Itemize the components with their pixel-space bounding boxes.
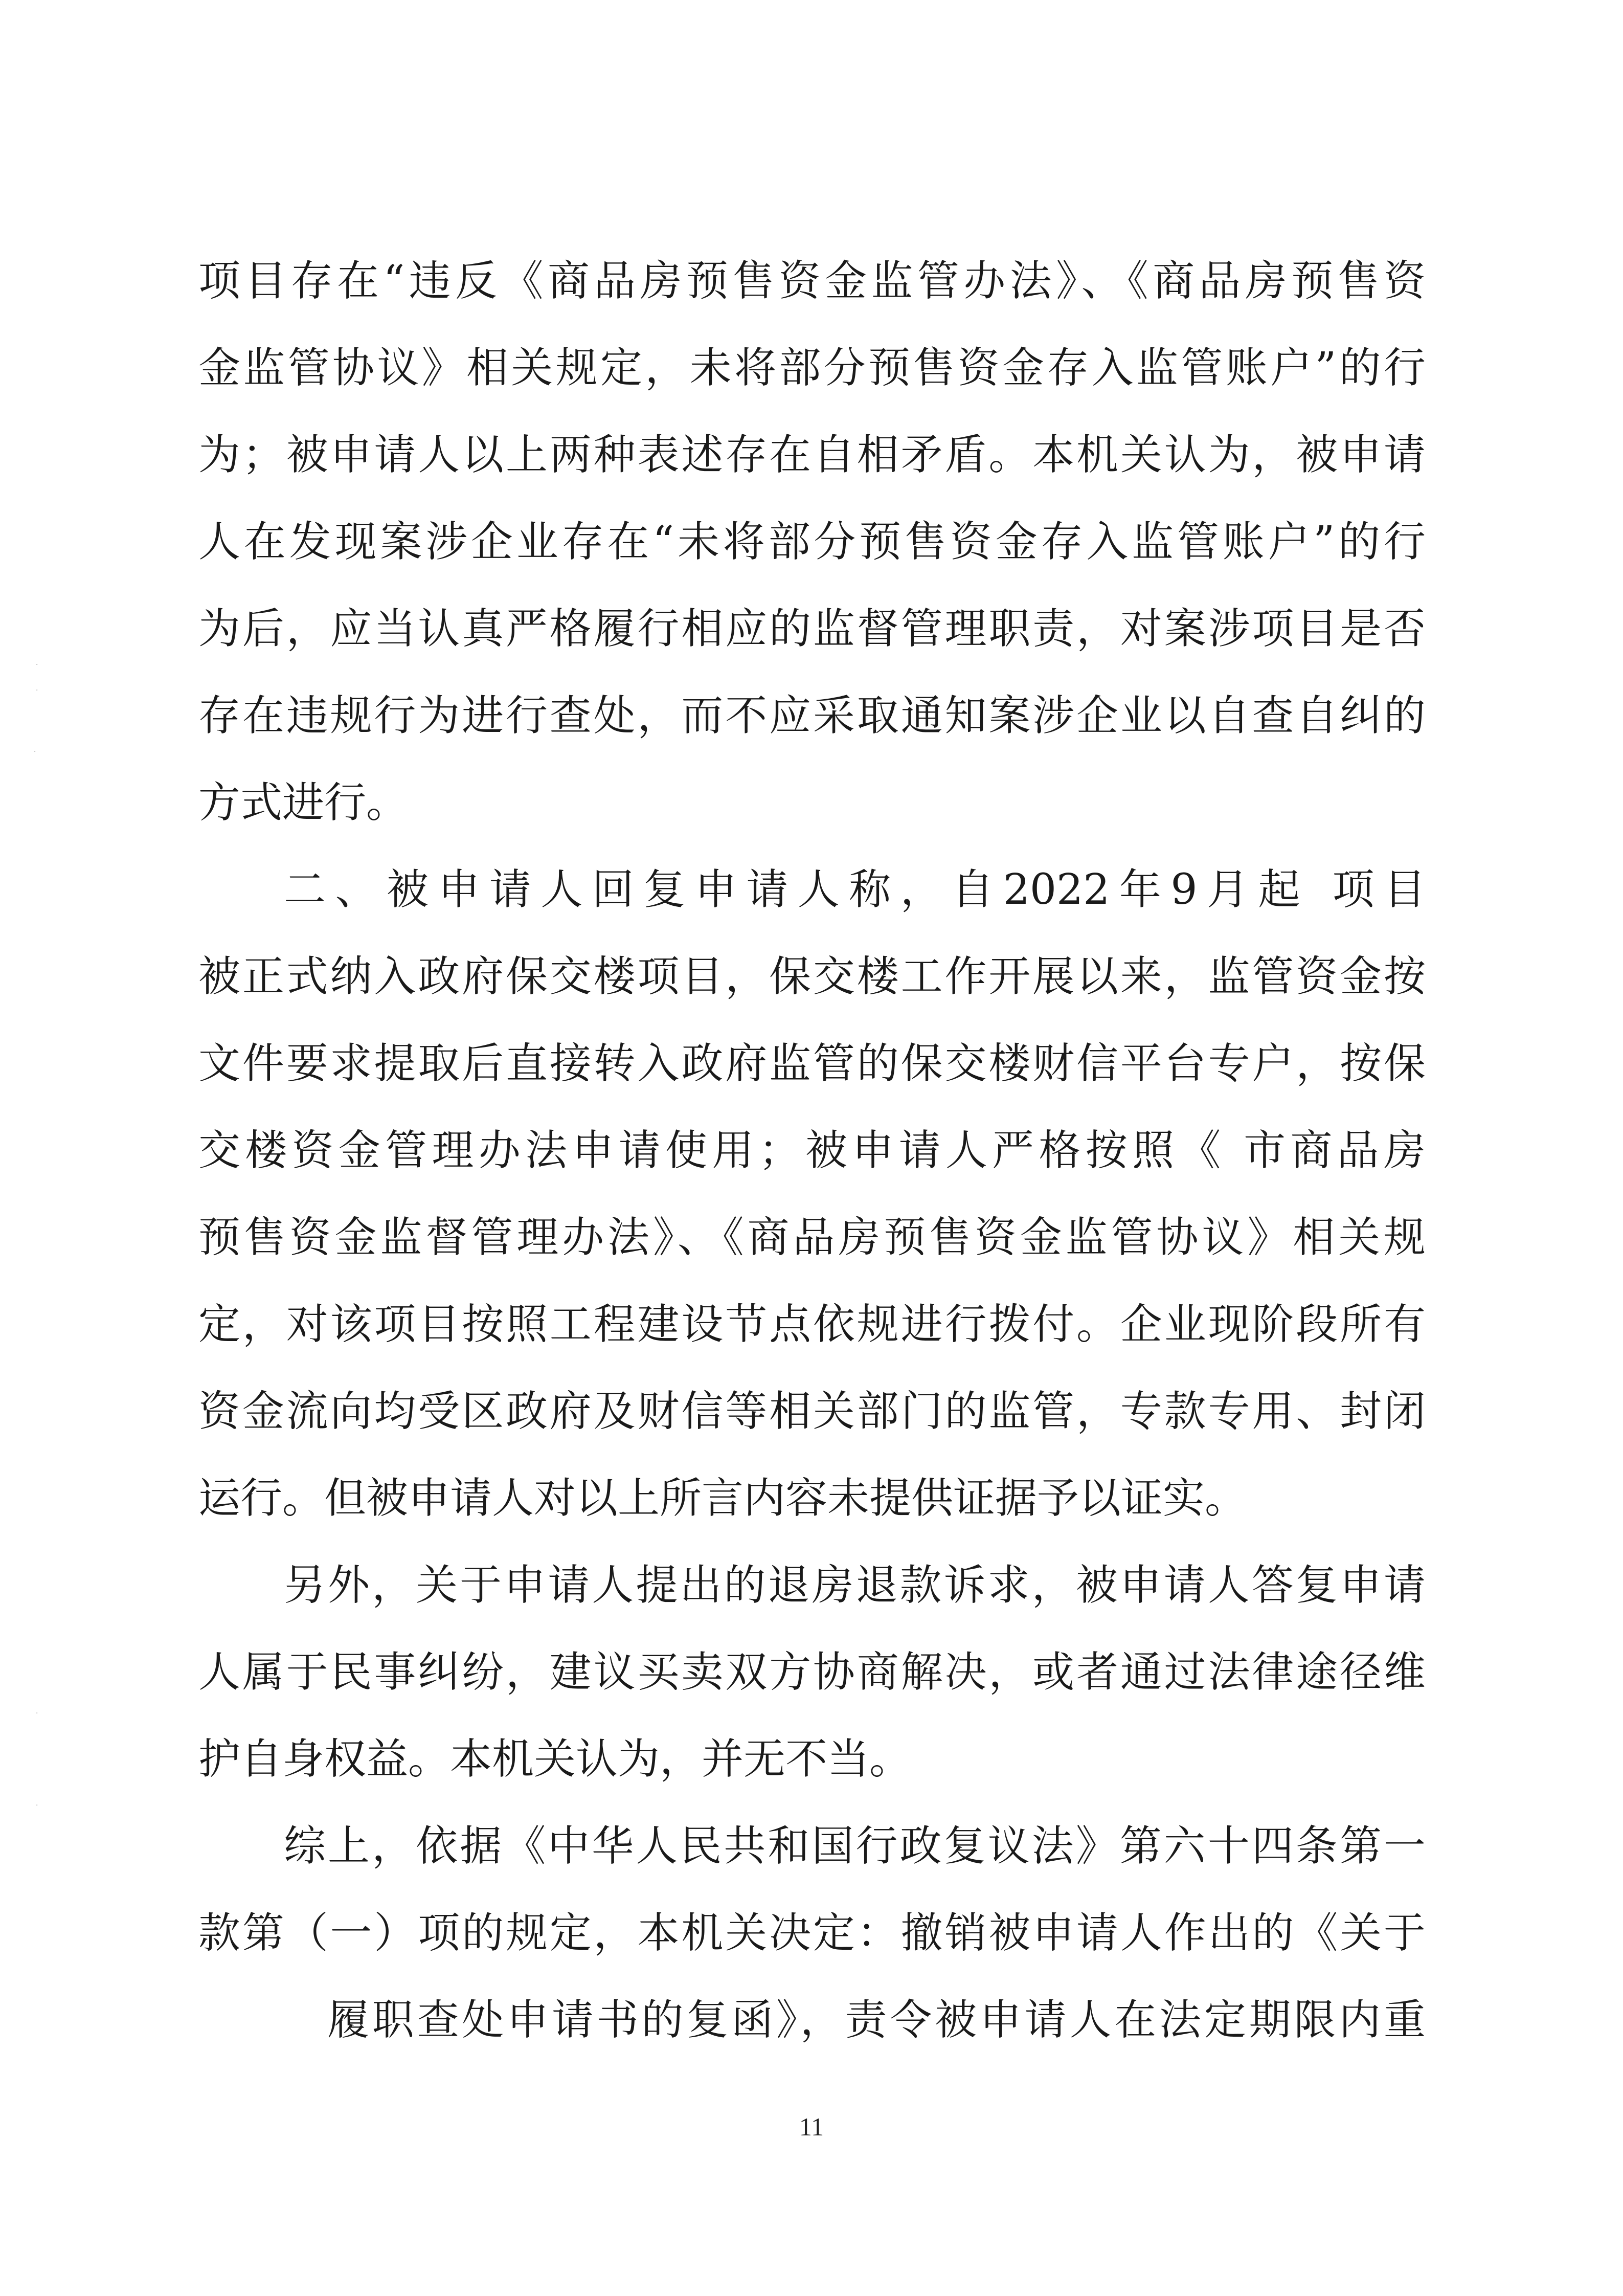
scan-speck: ·: [36, 661, 38, 669]
page-number: 11: [799, 2112, 824, 2141]
body-line-2: 金监管协议》相关规定，未将部分预售资金存入监管账户”的行: [198, 344, 1426, 392]
body-line-6: 存在违规行为进行查处，而不应采取通知案涉企业以自查自纠的: [198, 692, 1426, 740]
body-line-11: 交楼资金管理办法申请使用；被申请人严格按照《 市商品房: [198, 1126, 1426, 1175]
scan-speck: ·: [36, 1709, 38, 1718]
body-line-13: 定，对该项目按照工程建设节点依规进行拨付。企业现阶段所有: [198, 1300, 1426, 1349]
body-line-14: 资金流向均受区政府及财信等相关部门的监管，专款专用、封闭: [198, 1387, 1426, 1436]
paragraph-3-line-1: 另外，关于申请人提出的退房退款诉求，被申请人答复申请: [284, 1561, 1426, 1610]
body-line-15: 运行。但被申请人对以上所言内容未提供证据予以证实。: [198, 1474, 1247, 1523]
body-line-4: 人在发现案涉企业存在“未将部分预售资金存入监管账户”的行: [198, 518, 1426, 566]
body-line-5: 为后，应当认真严格履行相应的监督管理职责，对案涉项目是否: [198, 605, 1426, 653]
body-line-17: 人属于民事纠纷，建议买卖双方协商解决，或者通过法律途径维: [198, 1648, 1426, 1697]
scan-speck: ·: [34, 748, 36, 756]
body-line-18: 护自身权益。本机关认为，并无不当。: [198, 1735, 912, 1784]
body-line-20: 款第（一）项的规定，本机关决定：撤销被申请人作出的《关于: [198, 1909, 1426, 1957]
paragraph-4-line-1: 综上，依据《中华人民共和国行政复议法》第六十四条第一: [284, 1822, 1426, 1870]
scan-speck: ·: [36, 686, 38, 695]
body-line-7: 方式进行。: [198, 778, 409, 827]
body-line-1: 项目存在“违反《商品房预售资金监管办法》、《商品房预售资: [198, 257, 1426, 305]
body-line-3: 为；被申请人以上两种表述存在自相矛盾。本机关认为，被申请: [198, 431, 1426, 479]
body-line-12: 预售资金监督管理办法》、《商品房预售资金监管协议》相关规: [198, 1213, 1426, 1262]
paragraph-2-line-1: 二、被申请人回复申请人称，自2022年9月起 项目: [284, 865, 1426, 914]
scan-speck: ·: [36, 1801, 38, 1810]
body-line-9: 被正式纳入政府保交楼项目，保交楼工作开展以来，监管资金按: [198, 952, 1426, 1001]
body-line-21: 履职查处申请书的复函》，责令被申请人在法定期限内重: [327, 1996, 1426, 2044]
body-line-10: 文件要求提取后直接转入政府监管的保交楼财信平台专户，按保: [198, 1039, 1426, 1088]
